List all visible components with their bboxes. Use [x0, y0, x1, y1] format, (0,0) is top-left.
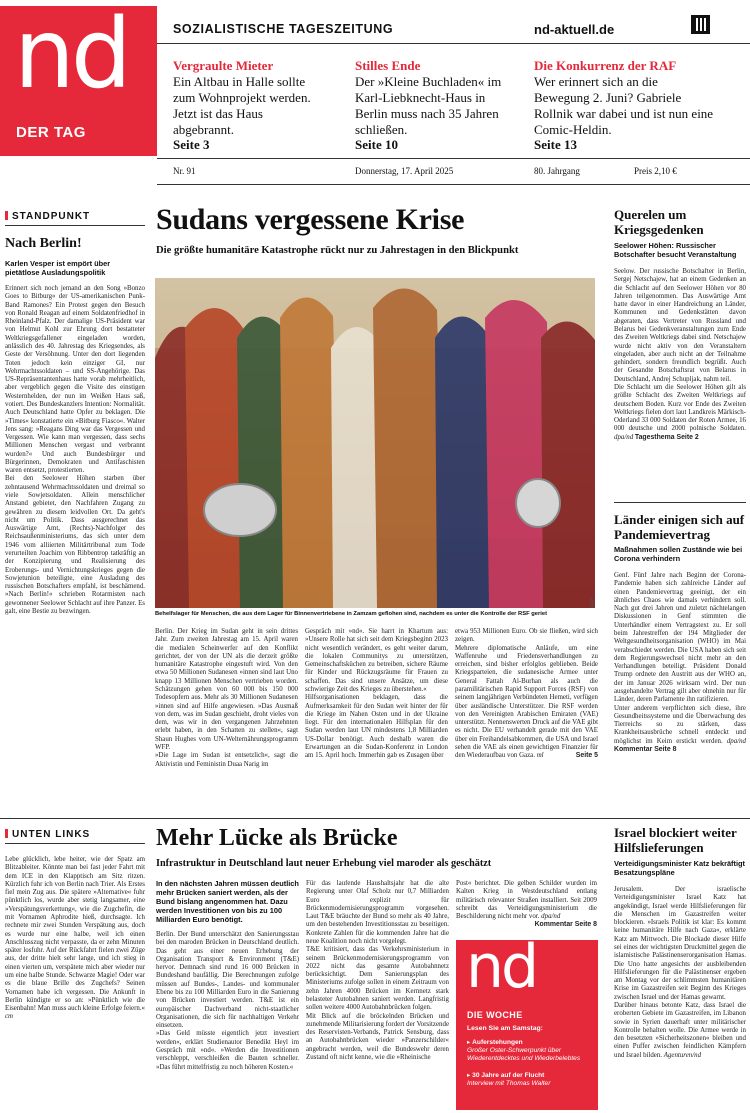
unten-links-sig: cm: [5, 1013, 14, 1021]
masthead-logo-block[interactable]: [0, 0, 157, 156]
woche-item-text: Interview mit Thomas Walter: [467, 1080, 551, 1088]
site-url[interactable]: nd-aktuell.de: [534, 22, 615, 37]
standpunkt-body: Erinnert sich noch jemand an den Song »Bonzo Goes to Bitburg« der US-amerikanischen Punk-Band Ramones? Ein Protest gegen den Besuch von Ronald Reagan auf einem Soldatenfriedhof in Rheinland-Pfalz. Der damalige US-Präsident war von Helmut Kohl zur Ehrung dort bestatteter Weltkriegsgefallener eingeladen worden, anlässlich des 40. Jahrestag des Kriegsendes, als Geste der Versöhnung. Unter den dort liegenden Toten jedoch kein einziger GI, nur Wehrmachtssoldaten – und SS-Angehörige. Das US-Repräsentantenhaus hatte vorab mehrheitlich, aber vergeblich gegen die Visite des einstigen Westernhelden, der nun im Weißen Haus saß, votiert. Des Bundeskanzlers Intention: Normalität. Auch Deutschland hatte Opfer zu beklagen. Die »Times« konstatierte ein »Bitburg Fiasco«. Walter Jens sang: »Reagans Ding war das Vergessen und Vergessen. Wie kann man vergessen, dass sechs Millionen Menschen vergast und verbrannt wurden?« Und auch Bundesbürger und Bürgerinnen, Demokraten und Antifaschisten waren entsetzt, protestierten. Bei den Seelower Höhen starben über zehntausend Wehrmachtssoldaten und dreimal so viele Sowjetsoldaten. Allein menschlicher Anstand gebietet, den Nachfahren Zugang zu gewähren zu diesem leidvollen Ort. Da geht's nicht um Politik. Dass ausgerechnet das Auswärtige Amt, (Rechts)-Nachfolger des Reichsaußenministeriums, das sich unter dem 1946 vom alliierten Militärtribunal zum Tode verurteilten Joachim von Ribbentrop tatkräftig an der Konzipierung und Realisierung des Eroberungs- und Vernichtungskrieges gegen die Sowjetunion beteiligte, eine Ausladung des russischen Botschafters empfahl, ist beschämend. »Nach Berlin!« schrieben Rotarmisten nach gewonnener Seelower Schlacht auf ihre Panzer. Es galt, eine Bestie zu bezwingen.: [5, 285, 145, 615]
israel-lead: Verteidigungsminister Katz bekräftigt Besatzungspläne: [614, 859, 746, 877]
unten-links-section-label: UNTEN LINKS: [5, 829, 90, 840]
israel-title[interactable]: Israel blockiert weiter Hilfslieferungen: [614, 825, 737, 855]
standpunkt-title[interactable]: Nach Berlin!: [5, 236, 82, 251]
teaser-3[interactable]: [534, 58, 714, 153]
laender-lead: Maßnahmen sollen Zustände wie bei Corona verhindern: [614, 545, 743, 563]
lead-col-2: Gespräch mit »nd«. Sie harrt in Khartum aus: »Unsere Rolle hat sich seit dem Kriegsbeginn 2023 nicht wesentlich verändert, es geht weiter darum, die lokalen Communitys zu unterstützen, Gemeinschaftsküchen zu betreiben, sichere Räume für Kinder und Rückzugsräume für Frauen zu schaffen. Das sind unsere Ansätze, um diese schwierige Zeit des Krieges zu überstehen.« Hilfsorganisationen beklagen, dass die Aufmerksamkeit für den Sudan weit hinter der für die Kriege im Nahen Osten und in der Ukraine liegt. Für den internationalen Hilfsplan für den Sudan werden laut UN mindestens 1,8 Milliarden US-Dollar benötigt. Auch deshalb waren die Erwartungen an die Sudan-Konferenz in London am 15. April hoch. Immerhin gab es Zusagen über: [305, 628, 448, 760]
teaser-text: Wer erinnert sich an die Bewegung 2. Juni? Gabriele Rollnik war dabei und ist nun eine Comic-Heldin.: [534, 74, 714, 137]
lead-col-3-text: etwa 953 Millionen Euro. Ob sie fließen, wird sich zeigen. Mehrere diplomatische Anläufe, um eine Waffenruhe und Friedensverhandlungen zu erreichen, sind bisher erfolglos geblieben. Beide Kriegsparteien, die sudanesische Armee unter General Fattah Al-Burhan als auch die paramilitärischen Rapid Support Forces (RSF) von seinem langjährigen Verbündeten Hemeti, verfügen über ausländische Unterstützer. Die RSF werden von den Vereinigten Arabischen Emiraten (VAE) unterstützt. Nennenswerten Druck auf die VAE gibt es nicht. Die EU verhandelt gerade mit den VAE über ein Freihandelsabkommen, die USA und Israel sehen die VAE als einen gewichtigen Finanzier für den Wiederaufbau von Gaza.: [455, 628, 598, 760]
bruecke-col-2: Für das laufende Haushaltsjahr hat die alte Regierung unter Olaf Scholz nur 0,7 Milliarden Euro explizit für Brückenmodernisierungsprogramm vorgesehen. Laut T&E bräuchte der Bund so mehr als 40 Jahre, um den bestehenden Investitionsstau zu beseitigen. Konkrete Zahlen für die kommenden Jahre hat die neue Koalition noch nicht vorgelegt. T&E kritisiert, dass das Verkehrsministerium in seinem Brückenmodernisierungsprogramm von 2022 nicht das gesamte Autobahnnetz berücksichtigt. Dem Sanierungsplan des Ministeriums zufolge sollen in einem Zeitraum von zehn Jahren 4000 Brücken im Kernnetz stark belasteter Autobahnen saniert werden. Langfristig sollen weitere 4000 Autobahnbrücken folgen. Mit Blick auf die bröckelnden Brücken und zunehmende Militarisierung fordert der Vorsitzende des Reservisten-Verbands, Patrick Sensburg, dass an Autobahnbrücken wieder »Panzerschilder« angebracht werden, weil die Bundeswehr deren Zustand oft nicht kenne, wie die »Rheinische: [306, 880, 449, 1061]
qr-code-icon: [691, 15, 710, 34]
teaser-text: Der »Kleine Buchladen« im Karl-Liebknecht-Haus in Berlin muss nach 35 Jahren schließen.: [355, 74, 502, 137]
woche-item-2[interactable]: [467, 1072, 589, 1088]
masthead-rule: [157, 43, 750, 44]
woche-bullet-icon: ▸: [467, 1072, 473, 1079]
issue-price: Preis 2,10 €: [634, 166, 677, 176]
woche-item-title: 30 Jahre auf der Flucht: [472, 1072, 545, 1079]
standpunkt-lead: Karlen Vesper ist empört über pietätlose Ausladungspolitik: [5, 259, 111, 277]
standpunkt-rule: [5, 225, 145, 226]
lead-photo-credit: AFP: [589, 598, 596, 608]
bruecke-col-3: [456, 880, 597, 930]
laender-title[interactable]: Länder einigen sich auf Pandemievertrag: [614, 512, 745, 542]
unten-links-text: Lebe glücklich, lebe heiter, wie der Spatz am Blitzableiter. Könnte man bei fast jeder Fahrt mit dem ICE in den Klapptisch am Sitz ritzen. Kürzlich fuhr ich von Berlin nach Trier. Als Erstes fiel mein Zug aus. Die spätere »Alternative« fuhr pünktlich los, wurde aber stetig langsamer, eine »Verspätungsverkettung«, wie die Zugchefin, die mit Vornamen Aphrodite hieß, durchsagte. Ich rechnete mir zwei Stunden Verspätung aus, doch es wurde nur eine halbe, weil ich einen Anschlusszug nicht verpasste, da er zehn Minuten später losfuhr. Auf der Rückfahrt fielen zwei Züge aus, der dritte hielt sehr lange, und ich stieg in einen vierten um, verspätete mich aber wieder nur um eine halbe Stunde. Schwarze Magie! Oder war es die blaue Brille des Zugchefs? Seinen Vornamen habe ich vergessen. Die Ankunft in Berlin kündigte er so an: »Pünktlich wie die Eisenbahn! Man muss auch kleine Erfolge feiern.«: [5, 856, 145, 1013]
woche-item-1[interactable]: [467, 1039, 589, 1064]
lead-col-3-sig: ml: [536, 752, 544, 760]
laender-body: [614, 572, 746, 800]
woche-heading: Lesen Sie am Samstag:: [467, 1025, 543, 1032]
israel-sig: Agenturen/nd: [663, 1051, 702, 1059]
teaser-text: Ein Altbau in Halle sollte zum Wohnprojekt werden. Jetzt ist das Haus abgebrannt.: [173, 74, 311, 137]
israel-text: Jerusalem. Der israelische Verteidigungsminister Israel Katz hat angekündigt, Israel werde Hilfslieferungen für die Menschen im Gazastreifen weiter blockieren. »Israels Politik ist klar: Es kommt keine humanitäre Hilfe nach Gaza«, erklärte Katz am Mittwoch. Die Blockade dieser Hilfe sei eines der wichtigsten Druckmittel gegen die islamistische Palästinenserorganisation Hamas. Die Uno hatte angesichts der ausbleibenden Hilfslieferungen für die Palästinenser ergeben am Montag vor der schlimmsten humanitären Krise im Gazastreifen seit Beginn des Krieges zwischen Israel und der Hamas gewarnt. Darüber hinaus betonte Katz, dass Israel die eroberten Gebiete im Gazastreifen, im Libanon sowie in Syrien dauerhaft unter militärischer Kontrolle behalten wolle. Die Armee werde in den besetzten »Sicherheitszonen« bleiben und einen Puffer zwischen feindlichen Kämpfern und Israel bilden.: [614, 886, 746, 1059]
lead-photo-caption: Behelfslager für Menschen, die aus dem Lager für Binnenvertriebene in Zamzam geflohen sind, nachdem es unter die Kontrolle der RSF geriet: [155, 611, 548, 617]
fold-rule: [0, 818, 750, 819]
bruecke-col-3-text: Post« berichtet. Die gelben Schilder wurden im Kalten Krieg in Westdeutschland entlang militärisch relevanter Straßen installiert. Seit 2009 schreibt das Verteidigungsministerium die Beschilderung nicht mehr vor.: [456, 880, 597, 921]
issue-rule-bottom: [157, 184, 750, 185]
right-col-rule-1: [614, 502, 746, 503]
teaser-kicker: Vergraulte Mieter: [173, 58, 274, 73]
teaser-page: Seite 3: [173, 137, 210, 153]
lead-photo-scene: [155, 278, 595, 608]
querelen-sig: dpa/nd: [614, 433, 634, 441]
logo-text: nd: [14, 0, 128, 110]
unten-links-rule: [5, 843, 145, 844]
woche-item-title: Auferstehungen: [472, 1039, 523, 1046]
woche-title: DIE WOCHE: [467, 1010, 523, 1020]
bruecke-col-1: Berlin. Der Bund unterschätzt den Sanierungsstau bei den maroden Brücken in Deutschland deutlich. Das geht aus einer neuen Erhebung der Organisation Transport & Environment (T&E) hervor. Demnach sind rund 16 000 Brücken in Bundeshand baufällig. Die Berechnungen zufolge müssen auf Bundes-, Landes- und kommunaler Ebene bis zu 100 Milliarden Euro in die Sanierung von Brücken investiert werden. T&E ist ein europäischer Dachverband nicht-staatlicher Organisationen, die sich für nachhaltigen Verkehr einsetzen. »Das Geld müsste eigentlich jetzt investiert werden«, erklärt Studienautor Benedikt Heyl im Gespräch mit »nd«. »Werden die Investitionen verschleppt, verschleißen die Bauten schneller. »Das führt mittelfristig zu noch höheren Kosten.«: [156, 931, 299, 1071]
lead-headline[interactable]: Sudans vergessene Krise: [156, 203, 465, 236]
woche-item-text: Großer Oster-Schwerpunkt über Wiederentdecktes und Wiederbelebtes: [467, 1047, 581, 1063]
teaser-kicker: Stilles Ende: [355, 58, 421, 73]
lead-col-3: [455, 628, 598, 800]
teaser-2[interactable]: [355, 58, 505, 153]
laender-sig: dpa/nd: [726, 737, 746, 745]
teaser-page: Seite 13: [534, 137, 577, 153]
querelen-text: Seelow. Der russische Botschafter in Berlin, Sergej Netschajew, hat an einem Gedenken an die Schlacht auf den Seelower Höhen vor 80 Jahren teilgenommen. Das Auswärtige Amt hatte davor in einer Handreichung an Länder, Kommunen und Gedenkstätten davon abgeraten, dass Vertreter von Russland und Belarus bei Gedenkveranstaltungen zum Ende des Zweiten Weltkriegs dabei sind. Netschajew wurde nicht aktiv von den Veranstaltern eingeladen, aber auch nicht an der Teilnahme gehindert, sondern freundlich begrüßt. Auch der Gesandte Botschaftsrat von Belarus in Deutschland, Andrej Schupljak, nahm teil. Die Schlacht um die Seelower Höhen gilt als größte Schlacht des Zweiten Weltkriegs auf deutschem Boden. Kurz vor Ende des Zweiten Weltkriegs fielen dort laut Landkreis Märkisch-Oderland 33 000 Soldaten der Roten Armee, 16 000 deutsche und 2000 polnische Soldaten.: [614, 268, 746, 433]
woche-logo: nd: [466, 932, 537, 1002]
querelen-ref[interactable]: Tagesthema Seite 2: [634, 433, 699, 441]
issue-number: Nr. 91: [173, 166, 196, 176]
bruecke-headline[interactable]: Mehr Lücke als Brücke: [156, 825, 398, 851]
lead-photo: [155, 278, 595, 608]
woche-promo-box[interactable]: [456, 932, 598, 1110]
issue-date: Donnerstag, 17. April 2025: [355, 166, 454, 176]
israel-body: [614, 886, 746, 1110]
standpunkt-section-label: STANDPUNKT: [5, 211, 90, 222]
teaser-1[interactable]: [173, 58, 323, 153]
issue-rule-top: [157, 158, 750, 159]
woche-bullet-icon: ▸: [467, 1039, 473, 1046]
teaser-page: Seite 10: [355, 137, 398, 153]
laender-text: Genf. Fünf Jahre nach Beginn der Corona-Pandemie haben sich zahlreiche Länder auf einen Pandemievertrag geeinigt, der ein ähnliches Chaos wie damals verhindern soll. Nach gut drei Jahren und zuletzt nächtelangen Diskussionen in Genf stimmten die Unterhändler einem Vertragstext zu. Er soll beim Jahrestreffen der 194 Mitglieder der Weltgesundheitsorganisation (WHO) im Mai verabschiedet werden. Die USA haben sich seit dem Regierungswechsel nicht mehr an den Verhandlungen beteiligt. Präsident Donald Trump ordnete den Austritt aus der WHO an, der im Januar 2026 wirksam wird. Der nun ausgehandelte Vertrag gilt aber ohnehin nur für Länder, deren Parlamente ihn ratifizieren. Unter anderem verpflichten sich diese, ihre Gesundheitssysteme und die Überwachung des Tierreichs so zu stärken, dass Krankheitsausbrüche schnell entdeckt und möglichst im Keim erstickt werden.: [614, 572, 746, 745]
bruecke-intro: In den nächsten Jahren müssen deutlich mehr Brücken saniert werden, als der Bund bislang angenommen hat. Dazu werden Investitionen von bis zu 100 Milliarden Euro benötigt.: [156, 879, 299, 924]
bruecke-ref[interactable]: Kommentar Seite 8: [534, 921, 597, 929]
logo-tagline: DER TAG: [16, 124, 86, 141]
querelen-body: [614, 268, 746, 500]
querelen-title[interactable]: Querelen um Kriegsgedenken: [614, 207, 704, 237]
lead-subline: Die größte humanitäre Katastrophe rückt nur zu Jahrestagen in den Blickpunkt: [156, 245, 519, 256]
lead-page-ref[interactable]: Seite 5: [575, 752, 598, 760]
querelen-lead: Seelower Höhen: Russischer Botschafter besucht Veranstaltung: [614, 241, 737, 259]
teaser-kicker: Die Konkurrenz der RAF: [534, 58, 677, 73]
issue-volume: 80. Jahrgang: [534, 166, 580, 176]
unten-links-body: [5, 856, 145, 1110]
laender-ref[interactable]: Kommentar Seite 8: [614, 745, 677, 753]
paper-name: SOZIALISTISCHE TAGESZEITUNG: [173, 22, 394, 36]
bruecke-subline: Infrastruktur in Deutschland laut neuer Erhebung viel maroder als geschätzt: [156, 858, 492, 869]
lead-col-1: Berlin. Der Krieg im Sudan geht in sein drittes Jahr. Zum zweiten Jahrestag am 15. April waren die medialen Scheinwerfer auf den Konflikt gerichtet, der von der UN als die derzeit größte humanitäre Katastrophe eingestuft wird. Von den etwa 50 Millionen Sudanesen »innen sind laut Uno knapp 13 Millionen Menschen vertrieben worden. Schätzungen gehen von 60 000 bis 150 000 Todesopfern aus. Mehr als 30 Millionen Sudanesen »innen sind auf Hilfe angewiesen. »Das Ausmaß von dem, was im Sudan geschieht, droht vieles von dem, was wir in den vergangenen Jahrzehnten erlebt haben, in den Schatten zu stellen«, sagt Shaun Hughes vom UN-Welternährungsprogramm WFP. »Die Lage im Sudan ist entsetzlich«, sagt die Aktivistin und Feministin Duaa Narig im: [155, 628, 298, 768]
bruecke-sig: dpa/nd: [541, 913, 561, 921]
